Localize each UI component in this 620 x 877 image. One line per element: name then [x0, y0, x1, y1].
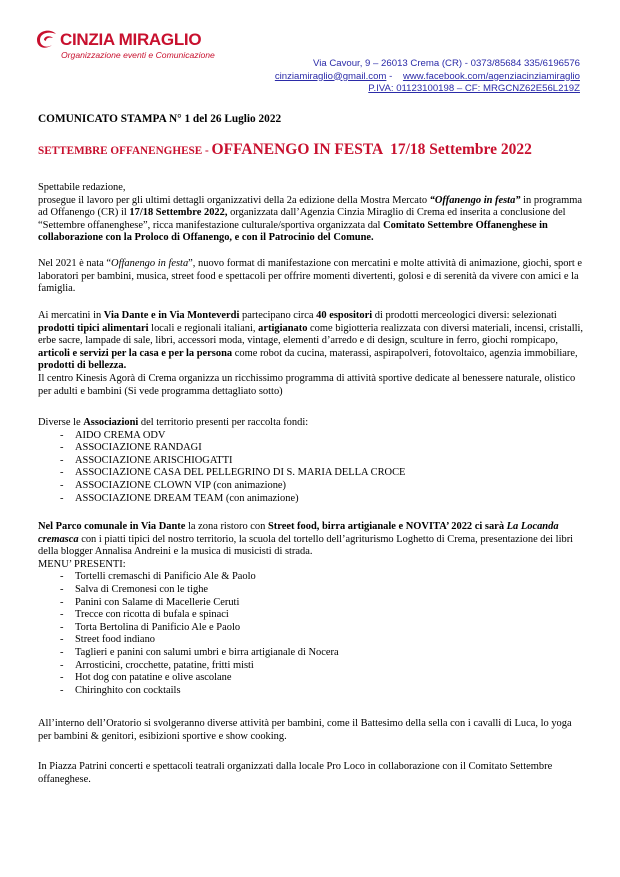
- event-title-main: OFFANENGO IN FESTA 17/18 Settembre 2022: [211, 141, 532, 158]
- menu-label: MENU’ PRESENTI:: [38, 558, 126, 570]
- intro-organizers: Comitato Settembre Offanenghese in collaborazione con la Proloco di Offanengo, e con il Patrocinio del Comune.: [38, 219, 548, 244]
- park-section: [38, 521, 584, 697]
- markets-paragraph: [38, 310, 584, 398]
- intro-t3: in programma ad Offanengo (CR) il: [38, 194, 582, 219]
- list-item: - Salva di Cremonesi con le tighe: [60, 584, 584, 597]
- p3-t7: locali e regionali italiani,: [148, 322, 259, 334]
- park-t2: la zona ristoro con: [185, 521, 268, 532]
- swirl-logo-icon: [34, 28, 60, 54]
- list-item: - Taglieri e panini con salumi umbri e birra artigianale di Nocera: [60, 647, 584, 660]
- assoc-t2: Associazioni: [83, 417, 139, 428]
- p3-t3: partecipano circa: [239, 310, 317, 321]
- p3-streets: Via Dante e in Via Monteverdi: [103, 310, 240, 321]
- p3-kinesis: Il centro Kinesis Agorà di Crema organizza un ricchissimo programma di attività sportive dedicate al benessere naturale, olistico per adulti e bambini (Si vede programma dettagliato sotto): [38, 372, 576, 397]
- list-item: - Panini con Salame di Macellerie Ceruti: [60, 597, 584, 610]
- p3-beauty: prodotti di bellezza.: [38, 360, 127, 372]
- p2-t3: ”, nuovo format di manifestazione con mercatini e molte attività di animazione, giochi, sport e laboratori per bambini, musica, street food e spettacoli per offrire momenti divertenti, golosi e di serenità da vivere con amici e la famiglia.: [38, 258, 583, 295]
- p3-home: articoli e servizi per la casa e per la persona: [38, 347, 233, 359]
- associations-list: [38, 430, 584, 506]
- brand-tagline: Organizzazione eventi e Comunicazione: [61, 50, 215, 60]
- contact-block: [275, 58, 580, 96]
- list-item: - Tortelli cremaschi di Panificio Ale & Paolo: [60, 571, 584, 584]
- assoc-t3: del territorio presenti per raccolta fondi:: [138, 417, 309, 428]
- p3-t11: come robot da cucina, materassi, aspirapolveri, fotovoltaico, agenzia immobiliare,: [232, 347, 578, 359]
- brand-name: CINZIA MIRAGLIO: [60, 30, 202, 49]
- list-item: - ASSOCIAZIONE RANDAGI: [60, 442, 584, 455]
- park-t5: con i piatti tipici del nostro territorio, la scuola del tortello dell’agriturismo Loghetto di Crema, presentazione dei libri della blogger Annalisa Andreini e la musica di musicisti di strada.: [38, 533, 574, 558]
- p2-t1: Nel 2021 è nata “: [38, 258, 112, 269]
- facebook-link[interactable]: www.facebook.com/agenziacinziamiraglio: [402, 70, 580, 82]
- web-separator: -: [386, 70, 403, 82]
- intro-dates: 17/18 Settembre 2022,: [129, 207, 228, 219]
- p3-t5: di prodotti merceologici diversi: selezionati: [372, 310, 557, 321]
- park-t3: Street food, birra artigianale e NOVITA’ 2022 ci sarà: [267, 521, 507, 532]
- assoc-t1: Diverse le: [38, 417, 84, 428]
- oratorio-paragraph: All’interno dell’Oratorio si svolgeranno diverse attività per bambini, come il Battesimo della sella con i cavalli di Luca, lo yoga per bambini & genitori, esibizioni sportive e show cooking.: [38, 718, 572, 742]
- tax-line: P.IVA: 01123100198 – CF: MRGCNZ62E56L219Z: [368, 83, 580, 94]
- list-item: - ASSOCIAZIONE ARISCHIOGATTI: [60, 455, 584, 468]
- park-locanda: La Locanda cremasca: [38, 521, 559, 545]
- list-item: - Arrosticini, crocchette, patatine, fritti misti: [60, 660, 584, 673]
- address-line: Via Cavour, 9 – 26013 Crema (CR) - 0373/85684 335/6196576: [312, 58, 580, 69]
- list-item: - Hot dog con patatine e olive ascolane: [60, 672, 584, 685]
- intro-paragraph: [38, 182, 584, 245]
- list-item: - ASSOCIAZIONE CLOWN VIP (con animazione): [60, 480, 584, 493]
- intro-text: [38, 195, 584, 245]
- park-t1: Nel Parco comunale in Via Dante: [38, 521, 186, 532]
- p3-t1: Ai mercatini in: [38, 310, 104, 321]
- list-item: - Street food indiano: [60, 634, 584, 647]
- event-title-prefix: SETTEMBRE OFFANENGHESE -: [38, 145, 212, 157]
- associations-section: [38, 417, 584, 505]
- company-logo: [34, 28, 234, 62]
- intro-event-name: “Offanengo in festa”: [429, 194, 521, 206]
- email-link[interactable]: cinziamiraglio@gmail.com: [274, 70, 387, 82]
- list-item: - AIDO CREMA ODV: [60, 430, 584, 443]
- menu-list: [38, 571, 584, 697]
- intro-t5: organizzata dall’Agenzia Cinzia Miraglio di Crema ed inserita a conclusione del “Settembre offanenghese”, ricca manifestazione culturale/sportiva organizzata dal: [38, 207, 566, 231]
- list-item: - ASSOCIAZIONE DREAM TEAM (con animazione): [60, 493, 584, 506]
- web-line: [275, 71, 580, 84]
- history-paragraph: [38, 258, 584, 296]
- list-item: - Torta Bertolina di Panificio Ale e Paolo: [60, 622, 584, 635]
- press-release-title: COMUNICATO STAMPA N° 1 del 26 Luglio 2022: [38, 113, 282, 125]
- p3-food: prodotti tipici alimentari: [38, 322, 149, 334]
- p3-crafts: artigianato: [258, 322, 308, 334]
- event-title: [38, 141, 532, 159]
- list-item: - ASSOCIAZIONE CASA DEL PELLEGRINO DI S. MARIA DELLA CROCE: [60, 467, 584, 480]
- p3-exhibitors: 40 espositori: [316, 310, 373, 321]
- p2-event-name: Offanengo in festa: [111, 258, 189, 269]
- list-item: - Trecce con ricotta di bufala e spinaci: [60, 609, 584, 622]
- p3-t9: come bigiotteria realizzata con diversi materiali, incensi, cristalli, erbe sacre, lampade di sale, libri, accessori moda, vintage, elementi d’arredo e di design, sculture in ferro, giochi rompicapo,: [38, 322, 584, 347]
- list-item: - Chiringhito con cocktails: [60, 685, 584, 698]
- greeting: Spettabile redazione,: [38, 182, 126, 193]
- piazza-paragraph: In Piazza Patrini concerti e spettacoli teatrali organizzati dalla locale Pro Loco in collaborazione con il Comitato Settembre offaneghese.: [38, 761, 553, 785]
- intro-t1: prosegue il lavoro per gli ultimi dettagli organizzativi della 2a edizione della Mostra Mercato: [38, 194, 430, 206]
